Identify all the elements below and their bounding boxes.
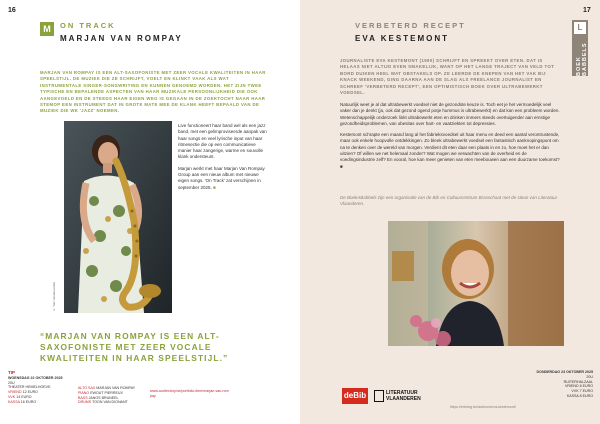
saxophonist-illustration — [64, 121, 172, 313]
tip-date: WOENSDAG 22 OKTOBER 2025 — [8, 375, 63, 380]
right-page — [300, 0, 600, 424]
end-mark-icon: ■ — [213, 184, 216, 190]
event-price-row — [525, 394, 593, 399]
price-value: 12 EURO — [22, 390, 38, 395]
right-body-text — [340, 102, 562, 175]
author-link[interactable]: https://ertobrg.be/auteurs/eva-kestemont/ — [450, 405, 516, 409]
body-paragraph — [340, 132, 562, 170]
credit-value: MARJAN VAN ROMPAY — [96, 386, 136, 390]
end-mark-icon: ■ — [340, 163, 343, 169]
intro-paragraph: MARJAN VAN ROMPAY IS EEN ALT-SAXOFONISTE MET ZEER VOCALE KWALITEITEN IN HAAR SPEELSTIJL. DE MUZIEK DIE ZE SCHRIJFT, VOELT EN KLINKT VAAK ALS WAT INSTRUMENTALE SINGER-SONGWRITING EN KUNNEN GENOEMD WORDEN. HET ZIJN TWEE TYPISCHE EN BEPALENDE ASPECTEN VAN HAAR MUZIKALE PERSOONLIJKHEID DIE OOK AANGEVOELD EN DE STEEDS HAAR EIGEN WEG IS GEGAAN IN DE ZOEKTOCHT NAAR HAAR STEMOP EEN INSTRUMENT DAT IN GROTE MATE MEE DE KLANK HEEFT BEPAALD VAN DE MUZIEK DIE WE 'JAZZ' NOEMEN. — [40, 70, 266, 114]
price-value: 16 EURO — [20, 399, 37, 404]
body-paragraph — [178, 166, 270, 191]
section-badge: M — [40, 22, 54, 36]
side-tab — [572, 20, 588, 76]
body-paragraph-text: Kestemont schrapte een maand lang al het fabrieksvoedsel uit haar menu en deed een aantal verontrustende, maar ook enkele hoopvolle ontdekkingen. Zo bleek ultrabewerkt voedsel een fantastisch aanknopingspunt om na te denken over de wereld van morgen. Verdient dit eten daar een plaats in en zo, hoe moet het er dan uitzien? Of willen we net helemaal zonder? Wat mogen we verwachten van de overheid en de voedingsindustrie zelf? En vooral, hoe kan meer genieten van eten meebouwen aan een duurzame toekomst? — [340, 132, 560, 163]
side-tab-icon: L — [574, 22, 586, 34]
left-body-text — [178, 123, 270, 196]
credit-label: DRUMS — [78, 400, 92, 405]
event-venue: RUITERHALZAAL — [563, 379, 593, 384]
body-paragraph-text: Marjan werkt met haar Marjan Van Rompay Group aan een nieuw album met nieuwe eigen songs. 'On Track' zat verschijnen in september 2025. — [178, 165, 265, 190]
lv-logo-text: LITERATUUR VLAANDEREN — [386, 390, 421, 402]
credit-label: PIANO — [78, 390, 90, 395]
tip-label: TIP — [8, 370, 16, 375]
bib-logo: deBib — [342, 388, 368, 404]
section-kicker: ON TRACK — [60, 21, 116, 30]
credit-label: ALTO SAX — [78, 386, 96, 390]
organizer-note: De BoekABabbels zijn een organisatie van de Bib en Cultuurcentrum Brasschaat met de steun van Literatuur Vlaanderen. — [340, 195, 558, 207]
body-paragraph: Natuurlijk weet je al dat ultrabewerkt voedsel niet de gezondste keuze is. Toch eet je het vermoedelijk veel vaker dan je denkt (ja, ook dat gezond ogend potje hummus is ultrabewerkt) en dat kan een probleem worden. Wetenschappelijk onderzoek linkt ultrabewerkt eten en drinken immers steeds overtuigender aan ernstige gezondheidsproblemen, van obesitas over hart- en vaatziekten tot depressies. — [340, 102, 560, 126]
price-value: 14 EURO — [16, 394, 32, 399]
credit-label: BASS — [78, 395, 88, 400]
credit-value: TOON VAN DIONANT — [92, 400, 128, 405]
page-number-left: 16 — [8, 7, 16, 14]
price-label: VVK — [571, 389, 579, 394]
price-label: KASSA — [566, 393, 579, 398]
event-block — [525, 370, 593, 399]
price-label: KASSA — [8, 399, 20, 404]
price-label: VVK — [8, 394, 16, 399]
photo-credit: © Yani Vanderavelde — [52, 282, 56, 312]
tip-price-row — [8, 400, 78, 405]
pull-quote: “MARJAN VAN ROMPAY IS EEN ALT-SAXOFONISTE MET ZEER VOCALE KWALITEITEN IN HAAR SPEELSTIJL.” — [40, 331, 229, 363]
body-paragraph: Live functioneert haar band wel als een jazz band, met een gelimproviseerde aanpak van haar songs en veel lyrische input van haar ritmesectie die op een communicatieve manier haar zangerige, warme en souvolle klank ondersteunt. — [178, 123, 267, 160]
tip-block — [8, 371, 78, 405]
event-time: 20U — [586, 374, 593, 379]
price-value: 6 EURO — [579, 384, 593, 389]
artist-name: MARJAN VAN ROMPAY — [60, 34, 183, 43]
artist-link[interactable]: www.ccoltectory.be/portfolio-item/marjan-van-rompay — [150, 389, 229, 398]
author-photo — [388, 221, 564, 346]
lv-logo-icon — [374, 390, 384, 402]
literatuur-vlaanderen-logo — [374, 390, 434, 402]
intro-paragraph: JOURNALISTE EVA KESTEMONT (1990) SCHRIJFT EN SPREEKT OVER ETEN. DAT IS HELAAS NIET ALTIJD EVEN SMAKELIJK, WANT OP HET LANGE TRAJECT VAN VELD TOT BORD DUIKEN HEEL WAT OBSTAKELS OP. ZE LEERDE DE KNEPEN VAN HET VAK BIJ KNACK WEEKEND, GING DAARNA AAN DE SLAG ALS FREELANCE JOURNALIST EN SCHREEF 'VERBETERD RECEPT', EEN OPTIMISTISCH BOEK OVER ULTRABEWERKT VOEDSEL. — [340, 58, 555, 96]
artist-photo — [64, 121, 172, 313]
credit-row — [78, 400, 148, 405]
tip-venue: THEATER HEMELHOEVE — [8, 385, 51, 390]
price-value: 7 EURO — [579, 389, 593, 394]
price-label: VRIEND — [565, 384, 579, 389]
author-name: EVA KESTEMONT — [355, 34, 450, 43]
section-kicker: VERBETERD RECEPT — [355, 21, 466, 30]
page-number-right: 17 — [583, 7, 591, 14]
author-portrait-illustration — [388, 221, 564, 346]
credit-value: EWOUT PIERREUX — [90, 390, 123, 395]
price-value: 8 EURO — [579, 393, 593, 398]
side-tab-label: BOEK BABBELS — [576, 42, 588, 76]
price-label: VRIEND — [8, 390, 22, 395]
event-date: DONDERDAG 23 OKTOBER 2025 — [536, 370, 593, 374]
credits-block — [78, 386, 148, 405]
credit-value: JANOS BRUNEEL — [88, 395, 119, 400]
tip-time: 20U — [8, 380, 15, 385]
